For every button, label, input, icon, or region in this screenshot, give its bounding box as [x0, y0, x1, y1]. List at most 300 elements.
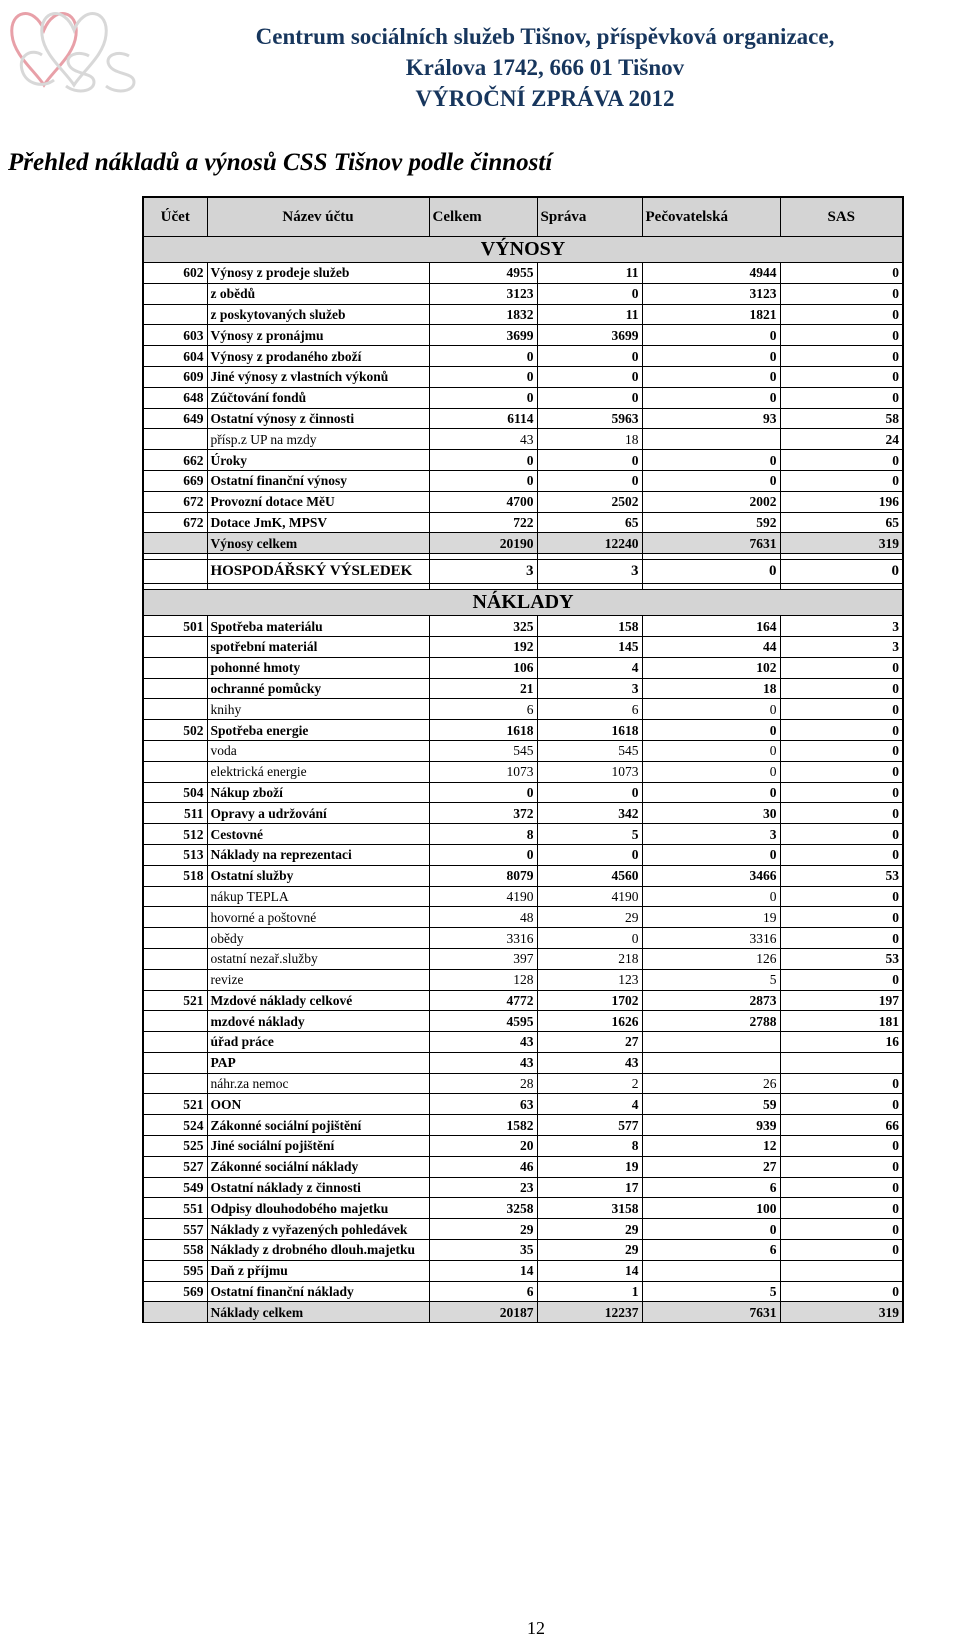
- value-celkem: 0: [429, 844, 537, 865]
- account-number: 502: [143, 720, 207, 741]
- value-sas: 0: [780, 387, 903, 408]
- value-celkem: 4595: [429, 1011, 537, 1032]
- table-row: [143, 450, 903, 471]
- value-pecovatelska: 0: [642, 886, 780, 907]
- col-header-celkem: Celkem: [429, 197, 537, 237]
- account-number: [143, 429, 207, 450]
- value-sprava: 27: [537, 1032, 642, 1053]
- table-row: [143, 907, 903, 928]
- account-name: mzdové náklady: [207, 1011, 429, 1032]
- table-row: [143, 1032, 903, 1053]
- table-row: [143, 678, 903, 699]
- value-pecovatelska: 2873: [642, 990, 780, 1011]
- value-sas: 24: [780, 429, 903, 450]
- value-sprava: 11: [537, 304, 642, 325]
- value-sprava: 4: [537, 1094, 642, 1115]
- table-row: [143, 491, 903, 512]
- table-row: [143, 304, 903, 325]
- value-pecovatelska: 0: [642, 844, 780, 865]
- header-org-name: Centrum sociálních služeb Tišnov, příspěvková organizace,: [255, 24, 835, 49]
- value-pecovatelska: 592: [642, 512, 780, 533]
- header-report-title: VÝROČNÍ ZPRÁVA 2012: [415, 86, 675, 111]
- account-name: Opravy a udržování: [207, 803, 429, 824]
- value-celkem: 6114: [429, 408, 537, 429]
- account-name: z obědů: [207, 283, 429, 304]
- value-pecovatelska: 27: [642, 1156, 780, 1177]
- value-sprava: 145: [537, 636, 642, 657]
- value-celkem: 3258: [429, 1198, 537, 1219]
- account-name: Cestovné: [207, 824, 429, 845]
- account-number: 551: [143, 1198, 207, 1219]
- account-name: Náklady na reprezentaci: [207, 844, 429, 865]
- account-number: 511: [143, 803, 207, 824]
- value-celkem: 43: [429, 429, 537, 450]
- value-sas: 0: [780, 1198, 903, 1219]
- value-pecovatelska: 5: [642, 1281, 780, 1302]
- value-celkem: 1073: [429, 761, 537, 782]
- table-row: [143, 782, 903, 803]
- table-row: [143, 657, 903, 678]
- value-celkem: 14: [429, 1260, 537, 1281]
- table-header-row: [143, 197, 903, 237]
- value-sas: 3: [780, 636, 903, 657]
- value-sas: 197: [780, 990, 903, 1011]
- account-number: [143, 886, 207, 907]
- value-pecovatelska: 0: [642, 720, 780, 741]
- value-pecovatelska: 2788: [642, 1011, 780, 1032]
- account-name: ostatní nezař.služby: [207, 948, 429, 969]
- value-sas: [780, 1260, 903, 1281]
- account-number: [143, 1073, 207, 1094]
- cost-revenue-table: [142, 196, 902, 1323]
- account-number: 569: [143, 1281, 207, 1302]
- value-pecovatelska: 30: [642, 803, 780, 824]
- value-sas: 0: [780, 824, 903, 845]
- value-sprava: 1618: [537, 720, 642, 741]
- value-sprava: 0: [537, 283, 642, 304]
- value-sprava: 18: [537, 429, 642, 450]
- value-celkem: 3316: [429, 928, 537, 949]
- value-pecovatelska: 3316: [642, 928, 780, 949]
- value-sprava: 3699: [537, 325, 642, 346]
- value-sprava: 5963: [537, 408, 642, 429]
- table-row: [143, 948, 903, 969]
- value-sprava: 0: [537, 470, 642, 491]
- account-name: ochranné pomůcky: [207, 678, 429, 699]
- account-number: 672: [143, 491, 207, 512]
- account-name: Zúčtování fondů: [207, 387, 429, 408]
- value-sas: 0: [780, 782, 903, 803]
- value-sas: 0: [780, 699, 903, 720]
- value-pecovatelska: 0: [642, 782, 780, 803]
- table-row: [143, 1198, 903, 1219]
- table-row: [143, 1219, 903, 1240]
- account-name: Výnosy z prodeje služeb: [207, 263, 429, 284]
- value-sas: 0: [780, 1219, 903, 1240]
- value-sas: 0: [780, 1073, 903, 1094]
- value-sas: 0: [780, 1240, 903, 1261]
- col-header-nazev: Název účtu: [207, 197, 429, 237]
- account-number: 525: [143, 1136, 207, 1157]
- value-sas: 0: [780, 761, 903, 782]
- account-number: 557: [143, 1219, 207, 1240]
- value-celkem: 0: [429, 346, 537, 367]
- table-row: [143, 720, 903, 741]
- account-name: OON: [207, 1094, 429, 1115]
- table-row: [143, 1240, 903, 1261]
- value-celkem: 722: [429, 512, 537, 533]
- value-celkem: 545: [429, 740, 537, 761]
- value-celkem: 325: [429, 616, 537, 637]
- col-header-sas: SAS: [780, 197, 903, 237]
- account-name: Náklady z vyřazených pohledávek: [207, 1219, 429, 1240]
- account-number: 521: [143, 990, 207, 1011]
- value-sprava: 29: [537, 907, 642, 928]
- table-row: [143, 699, 903, 720]
- account-number: [143, 928, 207, 949]
- revenue-total-row-label: Výnosy celkem: [207, 533, 429, 554]
- revenue-total-row-sprava: 12240: [537, 533, 642, 554]
- value-celkem: 8: [429, 824, 537, 845]
- value-sprava: 4560: [537, 865, 642, 886]
- value-celkem: 28: [429, 1073, 537, 1094]
- account-number: 521: [143, 1094, 207, 1115]
- value-sprava: 4190: [537, 886, 642, 907]
- value-pecovatelska: 0: [642, 761, 780, 782]
- value-celkem: 3699: [429, 325, 537, 346]
- value-celkem: 8079: [429, 865, 537, 886]
- value-sprava: 0: [537, 782, 642, 803]
- value-sas: 0: [780, 304, 903, 325]
- table-row: [143, 283, 903, 304]
- value-sprava: 19: [537, 1156, 642, 1177]
- account-number: 513: [143, 844, 207, 865]
- value-pecovatelska: 0: [642, 325, 780, 346]
- account-number: [143, 969, 207, 990]
- table-row: [143, 1052, 903, 1073]
- table-row: [143, 1156, 903, 1177]
- value-sprava: 2502: [537, 491, 642, 512]
- table-row: [143, 1177, 903, 1198]
- col-header-sprava: Správa: [537, 197, 642, 237]
- value-sprava: 158: [537, 616, 642, 637]
- value-sas: 0: [780, 1281, 903, 1302]
- account-name: přísp.z UP na mzdy: [207, 429, 429, 450]
- value-sas: 0: [780, 325, 903, 346]
- section-vynosy-label: VÝNOSY: [143, 237, 903, 263]
- value-sas: 196: [780, 491, 903, 512]
- account-number: [143, 761, 207, 782]
- value-pecovatelska: [642, 1052, 780, 1073]
- account-number: 648: [143, 387, 207, 408]
- value-pecovatelska: 0: [642, 1219, 780, 1240]
- value-celkem: 46: [429, 1156, 537, 1177]
- value-pecovatelska: 0: [642, 366, 780, 387]
- table-row: [143, 928, 903, 949]
- account-number: 672: [143, 512, 207, 533]
- value-pecovatelska: 3: [642, 824, 780, 845]
- account-number: 549: [143, 1177, 207, 1198]
- account-name: Spotřeba energie: [207, 720, 429, 741]
- value-sprava: 1626: [537, 1011, 642, 1032]
- cost-total-row-acct: [143, 1302, 207, 1323]
- value-pecovatelska: 19: [642, 907, 780, 928]
- revenue-total-row: [143, 533, 903, 554]
- value-celkem: 6: [429, 1281, 537, 1302]
- result-row-acct: [143, 560, 207, 584]
- page-title: Přehled nákladů a výnosů CSS Tišnov podle činností: [8, 149, 553, 176]
- value-sas: 3: [780, 616, 903, 637]
- value-pecovatelska: 0: [642, 699, 780, 720]
- account-name: Náklady z drobného dlouh.majetku: [207, 1240, 429, 1261]
- value-sas: 0: [780, 283, 903, 304]
- value-sprava: 1702: [537, 990, 642, 1011]
- value-celkem: 1832: [429, 304, 537, 325]
- value-pecovatelska: 12: [642, 1136, 780, 1157]
- value-sprava: 1: [537, 1281, 642, 1302]
- value-sprava: 545: [537, 740, 642, 761]
- account-name: Jiné sociální pojištění: [207, 1136, 429, 1157]
- value-pecovatelska: 93: [642, 408, 780, 429]
- account-name: hovorné a poštovné: [207, 907, 429, 928]
- account-name: voda: [207, 740, 429, 761]
- value-pecovatelska: 164: [642, 616, 780, 637]
- value-pecovatelska: 5: [642, 969, 780, 990]
- account-number: [143, 304, 207, 325]
- value-sprava: 123: [537, 969, 642, 990]
- revenue-total-row-acct: [143, 533, 207, 554]
- account-number: [143, 948, 207, 969]
- account-name: Dotace JmK, MPSV: [207, 512, 429, 533]
- account-number: [143, 907, 207, 928]
- table-row: [143, 387, 903, 408]
- revenue-total-row-sas: 319: [780, 533, 903, 554]
- account-number: [143, 1032, 207, 1053]
- value-sas: 0: [780, 720, 903, 741]
- value-sas: 0: [780, 803, 903, 824]
- account-name: knihy: [207, 699, 429, 720]
- table-row: [143, 824, 903, 845]
- value-sprava: 2: [537, 1073, 642, 1094]
- value-sas: 0: [780, 1177, 903, 1198]
- value-celkem: 35: [429, 1240, 537, 1261]
- value-sas: 0: [780, 346, 903, 367]
- value-pecovatelska: 100: [642, 1198, 780, 1219]
- value-sas: 66: [780, 1115, 903, 1136]
- value-pecovatelska: 3123: [642, 283, 780, 304]
- value-sas: 58: [780, 408, 903, 429]
- value-celkem: 43: [429, 1052, 537, 1073]
- value-sprava: 8: [537, 1136, 642, 1157]
- account-name: Provozní dotace MěU: [207, 491, 429, 512]
- table-row: [143, 366, 903, 387]
- table-row: [143, 803, 903, 824]
- value-pecovatelska: 0: [642, 387, 780, 408]
- value-celkem: 372: [429, 803, 537, 824]
- value-pecovatelska: 102: [642, 657, 780, 678]
- account-number: 649: [143, 408, 207, 429]
- value-sprava: 43: [537, 1052, 642, 1073]
- revenue-total-row-pecovatelska: 7631: [642, 533, 780, 554]
- value-celkem: 1618: [429, 720, 537, 741]
- value-celkem: 3123: [429, 283, 537, 304]
- account-number: 595: [143, 1260, 207, 1281]
- value-pecovatelska: 2002: [642, 491, 780, 512]
- account-number: 512: [143, 824, 207, 845]
- value-celkem: 23: [429, 1177, 537, 1198]
- account-name: Zákonné sociální náklady: [207, 1156, 429, 1177]
- result-row: [143, 560, 903, 584]
- table-row: [143, 865, 903, 886]
- value-sprava: 1073: [537, 761, 642, 782]
- value-pecovatelska: 0: [642, 346, 780, 367]
- value-sprava: 342: [537, 803, 642, 824]
- table-row: [143, 1281, 903, 1302]
- cost-total-row: [143, 1302, 903, 1323]
- account-number: [143, 740, 207, 761]
- value-sprava: 0: [537, 346, 642, 367]
- table-row: [143, 990, 903, 1011]
- account-name: Odpisy dlouhodobého majetku: [207, 1198, 429, 1219]
- account-number: 669: [143, 470, 207, 491]
- cost-total-row-celkem: 20187: [429, 1302, 537, 1323]
- value-sas: 16: [780, 1032, 903, 1053]
- table-row: [143, 886, 903, 907]
- value-sas: 0: [780, 1156, 903, 1177]
- value-celkem: 106: [429, 657, 537, 678]
- account-number: [143, 678, 207, 699]
- value-pecovatelska: [642, 1032, 780, 1053]
- value-sprava: 3158: [537, 1198, 642, 1219]
- value-celkem: 4772: [429, 990, 537, 1011]
- account-name: Ostatní finanční náklady: [207, 1281, 429, 1302]
- account-number: 602: [143, 263, 207, 284]
- value-celkem: 0: [429, 366, 537, 387]
- account-name: nákup TEPLA: [207, 886, 429, 907]
- value-sas: 0: [780, 907, 903, 928]
- value-sprava: 0: [537, 387, 642, 408]
- value-celkem: 192: [429, 636, 537, 657]
- section-naklady-label: NÁKLADY: [143, 590, 903, 616]
- cost-total-row-sas: 319: [780, 1302, 903, 1323]
- value-sprava: 5: [537, 824, 642, 845]
- value-sas: 0: [780, 366, 903, 387]
- value-sprava: 3: [537, 678, 642, 699]
- account-number: 527: [143, 1156, 207, 1177]
- table-row: [143, 470, 903, 491]
- account-number: [143, 699, 207, 720]
- account-number: [143, 657, 207, 678]
- account-name: Výnosy z prodaného zboží: [207, 346, 429, 367]
- value-celkem: 4190: [429, 886, 537, 907]
- value-sprava: 14: [537, 1260, 642, 1281]
- result-row-sas: 0: [780, 560, 903, 584]
- value-sprava: 577: [537, 1115, 642, 1136]
- account-number: 518: [143, 865, 207, 886]
- table-row: [143, 408, 903, 429]
- account-name: Daň z příjmu: [207, 1260, 429, 1281]
- account-name: pohonné hmoty: [207, 657, 429, 678]
- value-sprava: 17: [537, 1177, 642, 1198]
- value-pecovatelska: [642, 1260, 780, 1281]
- table-row: [143, 761, 903, 782]
- value-pecovatelska: 4944: [642, 263, 780, 284]
- revenue-total-row-celkem: 20190: [429, 533, 537, 554]
- account-name: Ostatní finanční výnosy: [207, 470, 429, 491]
- page-number: 12: [527, 1618, 545, 1638]
- value-celkem: 0: [429, 782, 537, 803]
- value-sprava: 6: [537, 699, 642, 720]
- value-sas: [780, 1052, 903, 1073]
- value-sas: 181: [780, 1011, 903, 1032]
- value-sprava: 11: [537, 263, 642, 284]
- result-row-label: HOSPODÁŘSKÝ VÝSLEDEK: [207, 560, 429, 584]
- value-pecovatelska: 939: [642, 1115, 780, 1136]
- section-vynosy: [143, 237, 903, 263]
- account-number: 504: [143, 782, 207, 803]
- value-pecovatelska: 0: [642, 450, 780, 471]
- value-sas: 53: [780, 948, 903, 969]
- account-name: Nákup zboží: [207, 782, 429, 803]
- value-pecovatelska: 18: [642, 678, 780, 699]
- account-name: Ostatní služby: [207, 865, 429, 886]
- account-name: obědy: [207, 928, 429, 949]
- result-row-sprava: 3: [537, 560, 642, 584]
- value-pecovatelska: 6: [642, 1177, 780, 1198]
- value-sprava: 218: [537, 948, 642, 969]
- value-pecovatelska: 0: [642, 740, 780, 761]
- value-celkem: 21: [429, 678, 537, 699]
- table-row: [143, 263, 903, 284]
- table-row: [143, 636, 903, 657]
- value-celkem: 128: [429, 969, 537, 990]
- table-row: [143, 740, 903, 761]
- account-name: elektrická energie: [207, 761, 429, 782]
- table-row: [143, 969, 903, 990]
- section-naklady: [143, 590, 903, 616]
- cost-total-row-label: Náklady celkem: [207, 1302, 429, 1323]
- account-name: Mzdové náklady celkové: [207, 990, 429, 1011]
- account-number: [143, 283, 207, 304]
- account-number: [143, 1011, 207, 1032]
- value-pecovatelska: 126: [642, 948, 780, 969]
- table-row: [143, 1115, 903, 1136]
- account-number: [143, 1052, 207, 1073]
- account-number: 603: [143, 325, 207, 346]
- value-pecovatelska: 1821: [642, 304, 780, 325]
- table-row: [143, 616, 903, 637]
- table-row: [143, 325, 903, 346]
- table-row: [143, 1011, 903, 1032]
- css-logo: [4, 0, 154, 100]
- value-celkem: 20: [429, 1136, 537, 1157]
- value-sprava: 29: [537, 1219, 642, 1240]
- value-sas: 0: [780, 969, 903, 990]
- table-row: [143, 1094, 903, 1115]
- value-sas: 65: [780, 512, 903, 533]
- account-name: spotřební materiál: [207, 636, 429, 657]
- value-celkem: 0: [429, 450, 537, 471]
- value-pecovatelska: 59: [642, 1094, 780, 1115]
- value-sas: 0: [780, 740, 903, 761]
- value-sas: 0: [780, 678, 903, 699]
- value-pecovatelska: 0: [642, 470, 780, 491]
- cost-total-row-pecovatelska: 7631: [642, 1302, 780, 1323]
- account-name: Spotřeba materiálu: [207, 616, 429, 637]
- value-sprava: 0: [537, 366, 642, 387]
- account-name: Zákonné sociální pojištění: [207, 1115, 429, 1136]
- account-number: [143, 636, 207, 657]
